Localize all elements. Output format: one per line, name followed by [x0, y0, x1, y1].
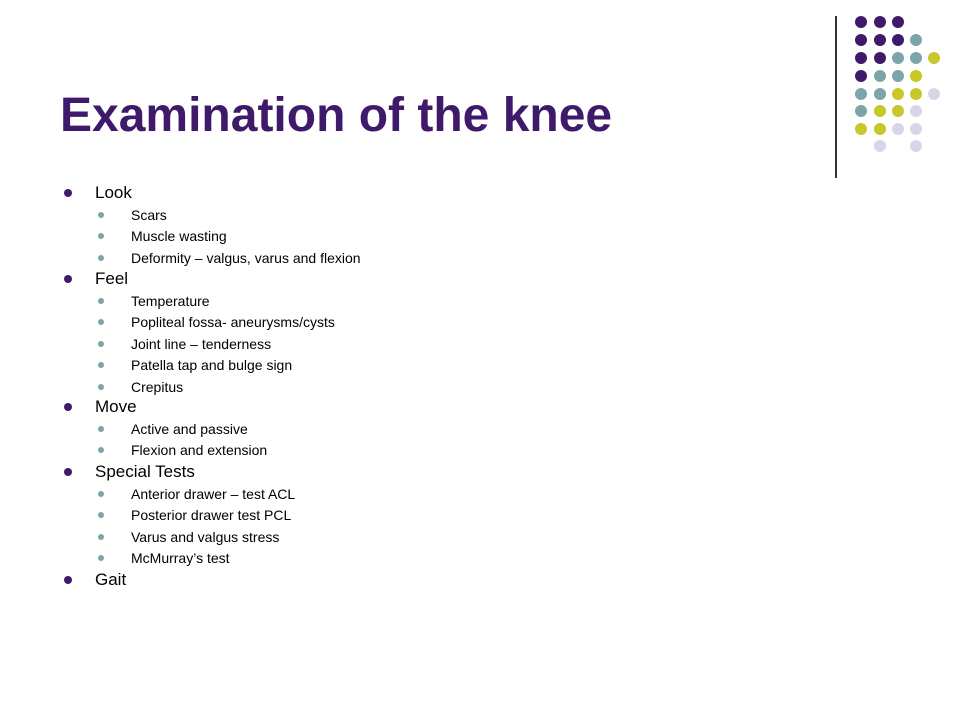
decorative-dot	[855, 52, 867, 64]
decorative-dot	[892, 34, 904, 46]
decorative-dot	[855, 105, 867, 117]
level2-bullet	[98, 233, 104, 239]
sub-item: McMurray’s test	[131, 550, 230, 567]
sub-item: Muscle wasting	[131, 228, 227, 245]
decorative-dot	[855, 123, 867, 135]
level1-bullet	[64, 189, 72, 197]
level2-bullet	[98, 426, 104, 432]
sub-item: Deformity – valgus, varus and flexion	[131, 249, 361, 266]
level2-bullet	[98, 534, 104, 540]
level2-bullet	[98, 212, 104, 218]
decorative-dot	[892, 52, 904, 64]
section-heading: Gait	[95, 570, 127, 589]
decorative-dot	[910, 105, 922, 117]
level1-bullet	[64, 576, 72, 584]
section-heading: Special Tests	[95, 462, 195, 481]
level2-bullet	[98, 447, 104, 453]
level2-bullet	[98, 555, 104, 561]
decorative-dot	[855, 88, 867, 100]
sub-item: Joint line – tenderness	[131, 335, 272, 352]
decorative-dot	[910, 52, 922, 64]
decorative-dot	[892, 70, 904, 82]
decorative-dot	[874, 105, 886, 117]
decorative-dot	[910, 34, 922, 46]
decorative-dot	[910, 70, 922, 82]
decorative-dot	[892, 16, 904, 28]
decorative-dot	[855, 16, 867, 28]
sub-item: Crepitus	[131, 378, 184, 395]
sub-item: Posterior drawer test PCL	[131, 507, 292, 524]
decorative-dot	[855, 34, 867, 46]
level2-bullet	[98, 298, 104, 304]
decorative-dot	[855, 70, 867, 82]
section-heading: Feel	[95, 269, 129, 288]
decorative-dot	[928, 52, 940, 64]
sub-item: Flexion and extension	[131, 442, 268, 459]
decorative-dot	[874, 123, 886, 135]
level2-bullet	[98, 512, 104, 518]
section-heading: Move	[95, 397, 137, 416]
decorative-dot	[874, 52, 886, 64]
decorative-dot	[874, 34, 886, 46]
level1-bullet	[64, 275, 72, 283]
decorative-dot	[874, 16, 886, 28]
decorative-dot	[892, 105, 904, 117]
sub-item: Varus and valgus stress	[131, 528, 280, 545]
decorative-dot	[910, 123, 922, 135]
level2-bullet	[98, 491, 104, 497]
level2-bullet	[98, 255, 104, 261]
decorative-vertical-line	[835, 16, 837, 178]
decorative-dot	[910, 88, 922, 100]
level1-bullet	[64, 403, 72, 411]
decorative-dot	[874, 88, 886, 100]
sub-item: Temperature	[131, 293, 210, 309]
decorative-dot	[910, 140, 922, 152]
decorative-dot	[928, 88, 940, 100]
section-heading: Look	[95, 183, 132, 202]
decorative-dot	[874, 140, 886, 152]
sub-item: Popliteal fossa- aneurysms/cysts	[131, 314, 335, 331]
decorative-dot	[892, 88, 904, 100]
level2-bullet	[98, 384, 104, 390]
sub-item: Anterior drawer – test ACL	[131, 486, 296, 502]
decorative-dot	[874, 70, 886, 82]
level2-bullet	[98, 341, 104, 347]
sub-item: Scars	[131, 207, 167, 223]
level2-bullet	[98, 319, 104, 325]
sub-item: Patella tap and bulge sign	[131, 357, 293, 374]
level1-bullet	[64, 468, 72, 476]
sub-item: Active and passive	[131, 421, 248, 437]
level2-bullet	[98, 362, 104, 368]
decorative-dot	[892, 123, 904, 135]
slide-title: Examination of the knee	[60, 89, 613, 142]
